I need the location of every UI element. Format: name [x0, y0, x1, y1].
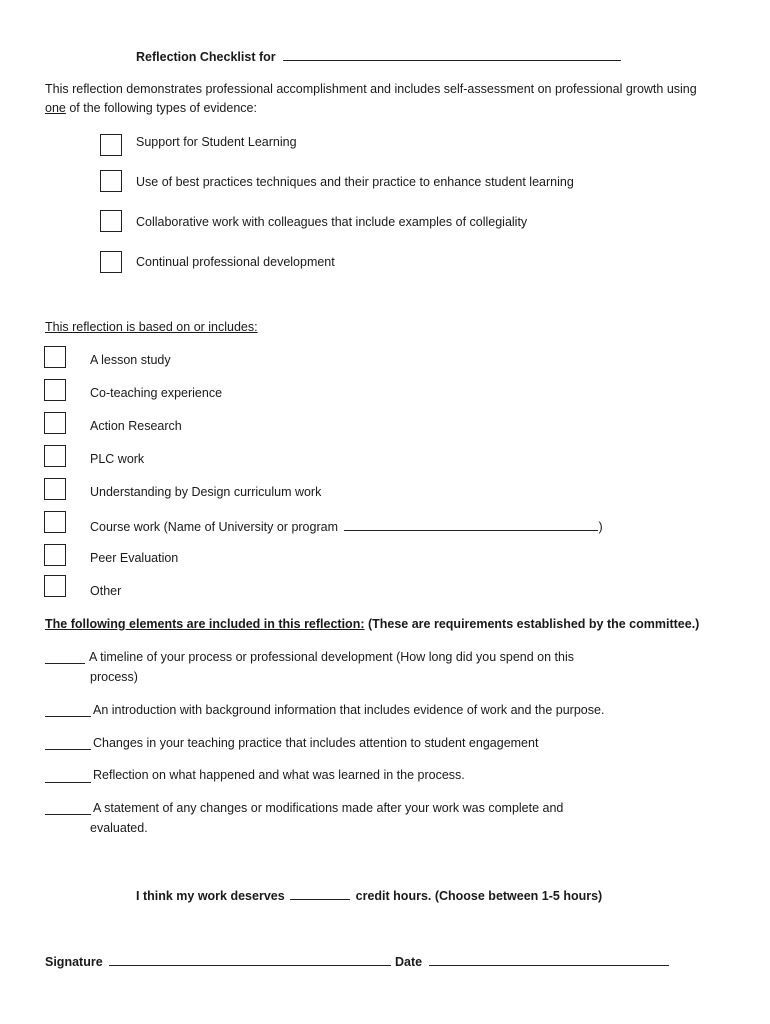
- checkbox-course-work[interactable]: [44, 511, 66, 533]
- element-text: An introduction with background information that includes evidence of work and the purpose.: [93, 703, 605, 717]
- course-work-row: [90, 518, 603, 534]
- checkbox-plc-work[interactable]: [44, 445, 66, 467]
- date-label: Date: [395, 955, 423, 969]
- checkbox-co-teaching[interactable]: [44, 379, 66, 401]
- title-text: Reflection Checklist for: [136, 50, 276, 64]
- based-on-label: Other: [90, 584, 122, 598]
- intro-emphasis: one: [45, 101, 66, 115]
- element-text-continued: process): [90, 670, 138, 684]
- element-text-continued: evaluated.: [90, 821, 148, 835]
- element-check-line[interactable]: [45, 704, 91, 717]
- checkbox-evidence-best-practices[interactable]: [100, 170, 122, 192]
- based-on-label: PLC work: [90, 452, 145, 466]
- elements-heading-underlined: The following elements are included in this reflection:: [45, 617, 365, 631]
- intro-line-2-text: of the following types of evidence:: [65, 101, 257, 115]
- checkbox-evidence-development[interactable]: [100, 251, 122, 273]
- evidence-label: Support for Student Learning: [136, 135, 297, 149]
- credit-suffix: credit hours. (Choose between 1-5 hours): [355, 889, 603, 903]
- element-text: Reflection on what happened and what was learned in the process.: [93, 768, 465, 782]
- checkbox-evidence-collaborative[interactable]: [100, 210, 122, 232]
- based-on-label: Peer Evaluation: [90, 551, 179, 565]
- credit-prefix: I think my work deserves: [136, 889, 285, 903]
- intro-line-2: [45, 101, 257, 115]
- signature-label: Signature: [45, 955, 103, 969]
- elements-heading-note: (These are requirements established by the committee.): [364, 617, 700, 631]
- evidence-label: Continual professional development: [136, 255, 335, 269]
- element-text: A timeline of your process or professional development (How long did you spend on this: [89, 650, 574, 664]
- checkbox-ubd-curriculum[interactable]: [44, 478, 66, 500]
- checkbox-action-research[interactable]: [44, 412, 66, 434]
- element-check-line[interactable]: [45, 737, 91, 750]
- credit-hours-row: [136, 887, 602, 903]
- checkbox-other[interactable]: [44, 575, 66, 597]
- based-on-heading: This reflection is based on or includes:: [45, 320, 258, 334]
- date-line[interactable]: [429, 953, 669, 966]
- element-text: A statement of any changes or modifications made after your work was complete and: [93, 801, 564, 815]
- element-check-line[interactable]: [45, 770, 91, 783]
- checkbox-lesson-study[interactable]: [44, 346, 66, 368]
- elements-heading: [45, 617, 699, 631]
- credit-hours-line[interactable]: [290, 887, 350, 900]
- based-on-label: Understanding by Design curriculum work: [90, 485, 322, 499]
- element-check-line[interactable]: [45, 802, 91, 815]
- based-on-label: Course work (Name of University or program: [90, 520, 338, 534]
- signature-line[interactable]: [109, 953, 391, 966]
- intro-line-1: This reflection demonstrates professional accomplishment and includes self-assessment on professional growth using: [45, 82, 697, 96]
- course-work-close-paren: ): [598, 520, 603, 534]
- element-check-line[interactable]: [45, 651, 85, 664]
- evidence-label: Use of best practices techniques and their practice to enhance student learning: [136, 175, 574, 189]
- element-text: Changes in your teaching practice that includes attention to student engagement: [93, 736, 539, 750]
- name-blank-line[interactable]: [283, 48, 621, 61]
- course-work-name-line[interactable]: [344, 518, 598, 531]
- based-on-label: Action Research: [90, 419, 182, 433]
- based-on-label: Co-teaching experience: [90, 386, 223, 400]
- based-on-label: A lesson study: [90, 353, 171, 367]
- checkbox-peer-evaluation[interactable]: [44, 544, 66, 566]
- signature-row: [45, 953, 391, 969]
- date-row: [395, 953, 669, 969]
- checkbox-evidence-support[interactable]: [100, 134, 122, 156]
- form-title: [136, 48, 621, 64]
- evidence-label: Collaborative work with colleagues that include examples of collegiality: [136, 215, 528, 229]
